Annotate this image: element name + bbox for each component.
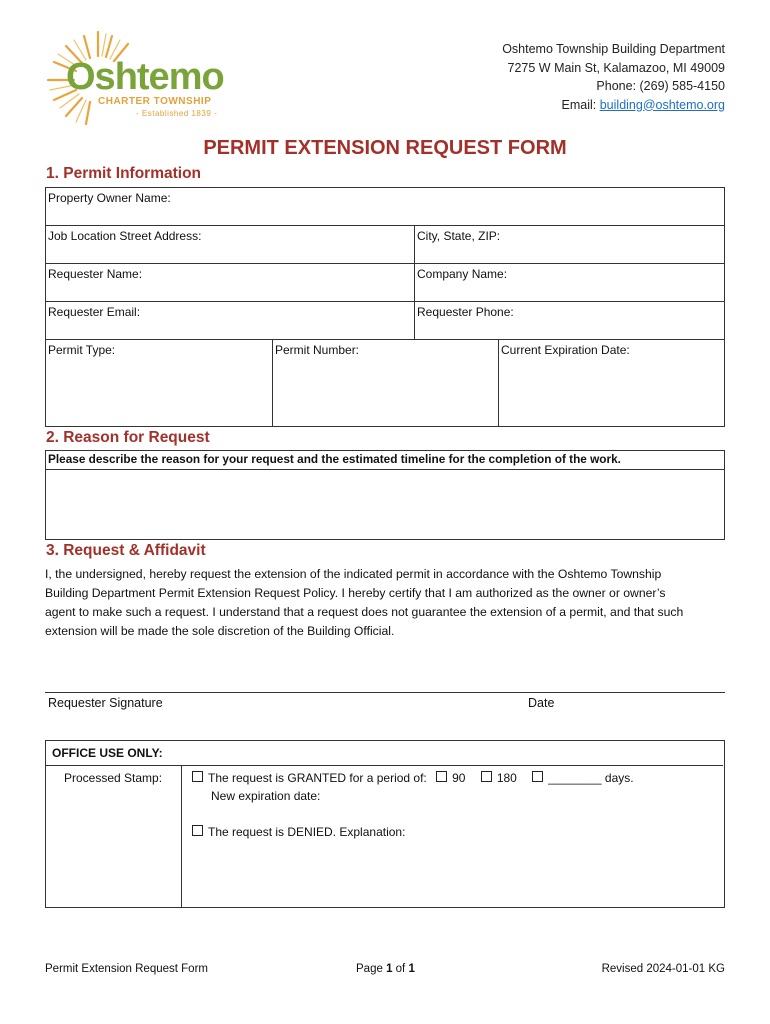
property-owner-field[interactable] <box>46 189 724 225</box>
option-180-label: 180 <box>496 771 517 785</box>
option-90-checkbox[interactable] <box>436 771 447 782</box>
requester-email-field[interactable] <box>46 303 414 339</box>
denied-row <box>190 823 710 841</box>
option-custom-days[interactable]: ________ days. <box>548 771 634 785</box>
city-state-zip-label: City, State, ZIP: <box>417 229 501 243</box>
company-name-field[interactable] <box>415 265 724 301</box>
office-use-heading: OFFICE USE ONLY: <box>52 746 163 760</box>
city-state-zip-field[interactable] <box>415 227 724 263</box>
date-label: Date <box>528 696 555 710</box>
page-total: 1 <box>408 963 415 975</box>
processed-stamp-label: Processed Stamp: <box>64 771 163 785</box>
granted-checkbox[interactable] <box>192 771 203 782</box>
affidavit-line: Building Department Permit Extension Request Policy. I hereby certify that I am authorized as the owner or owner’s <box>45 586 666 600</box>
logo-wordmark: Oshtemo <box>66 56 224 98</box>
option-90-label: 90 <box>452 771 466 785</box>
requester-name-label: Requester Name: <box>48 267 143 281</box>
requester-phone-label: Requester Phone: <box>417 305 514 319</box>
section-permit-information-heading: 1. Permit Information <box>46 165 202 182</box>
permit-type-field[interactable] <box>46 341 272 427</box>
requester-phone-field[interactable] <box>415 303 724 339</box>
signature-label: Requester Signature <box>48 696 163 710</box>
logo-subtitle: CHARTER TOWNSHIP <box>98 96 212 107</box>
job-address-label: Job Location Street Address: <box>48 229 202 243</box>
footer-form-name: Permit Extension Request Form <box>45 963 208 975</box>
affidavit-line: extension will be made the sole discretion of the Building Official. <box>45 624 395 638</box>
affidavit-line: I, the undersigned, hereby request the extension of the indicated permit in accordance with the Oshtemo Township <box>45 567 662 581</box>
department-name: Oshtemo Township Building Department <box>502 42 725 56</box>
section-reason-heading: 2. Reason for Request <box>46 429 210 446</box>
permit-type-label: Permit Type: <box>48 343 116 357</box>
affidavit-line: agent to make such a request. I understand that a request does not guarantee the extension of a permit, and that such <box>45 605 684 619</box>
reason-textarea[interactable] <box>46 470 724 539</box>
form-title: PERMIT EXTENSION REQUEST FORM <box>203 137 567 159</box>
denied-checkbox[interactable] <box>192 825 203 836</box>
township-logo <box>40 28 240 128</box>
requester-email-label: Requester Email: <box>48 305 141 319</box>
property-owner-label: Property Owner Name: <box>48 191 171 205</box>
expiration-date-label: Current Expiration Date: <box>501 343 630 357</box>
company-name-label: Company Name: <box>417 267 508 281</box>
signature-line[interactable] <box>45 692 725 693</box>
department-phone: Phone: (269) 585-4150 <box>596 79 725 93</box>
department-email-line <box>502 96 725 115</box>
department-contact <box>502 40 725 114</box>
section-affidavit-heading: 3. Request & Affidavit <box>46 542 206 559</box>
office-use-table <box>45 740 725 908</box>
option-custom-checkbox[interactable] <box>532 771 543 782</box>
reason-prompt: Please describe the reason for your request and the estimated timeline for the completion of the work. <box>48 452 621 466</box>
expiration-date-field[interactable] <box>499 341 724 427</box>
logo-established: - Established 1839 - <box>136 109 218 118</box>
permit-number-field[interactable] <box>273 341 498 427</box>
department-address: 7275 W Main St, Kalamazoo, MI 49009 <box>507 60 725 75</box>
granted-row <box>190 769 720 787</box>
option-180-checkbox[interactable] <box>481 771 492 782</box>
footer-revision: Revised 2024-01-01 KG <box>601 963 725 975</box>
job-address-field[interactable] <box>46 227 414 263</box>
email-label: Email: <box>561 97 600 112</box>
affidavit-text <box>45 565 735 641</box>
denied-label: The request is DENIED. Explanation: <box>208 825 406 839</box>
page-of: of <box>392 963 409 975</box>
reason-table <box>45 450 725 540</box>
permit-number-label: Permit Number: <box>275 343 360 357</box>
footer-page-number <box>356 963 415 975</box>
requester-name-field[interactable] <box>46 265 414 301</box>
email-link[interactable]: building@oshtemo.org <box>599 97 725 112</box>
new-expiration-label: New expiration date: <box>211 789 321 803</box>
page-current: 1 <box>386 963 393 975</box>
granted-label: The request is GRANTED for a period of: <box>208 771 427 785</box>
permit-information-table <box>45 187 725 427</box>
page-prefix: Page <box>356 963 387 975</box>
